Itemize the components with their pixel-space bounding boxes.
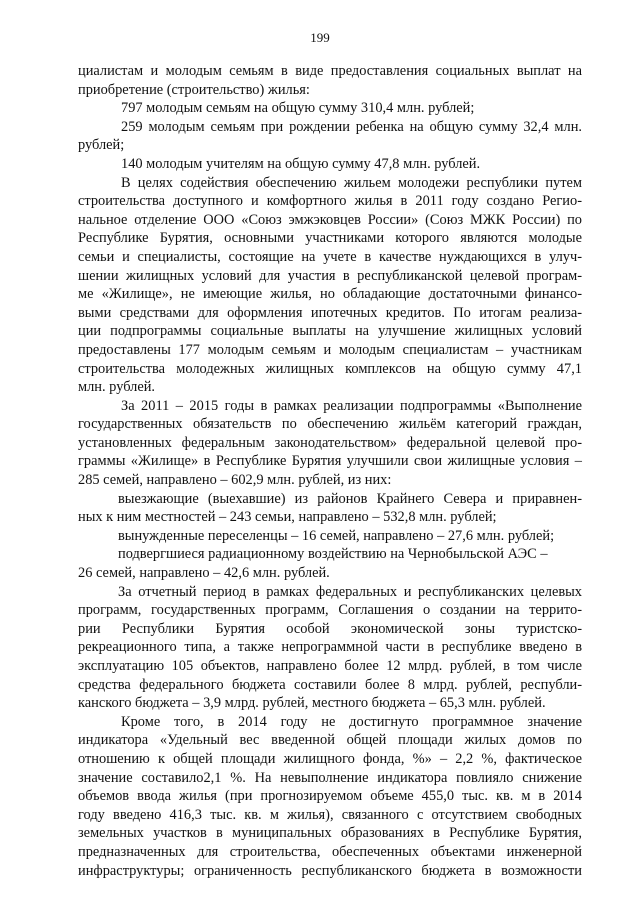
text-line: За отчетный период в рамках федеральных и республиканских целевых [118, 583, 582, 600]
text-line: вынужденные переселенцы – 16 семей, направлено – 27,6 млн. рублей; [118, 527, 555, 544]
text-line: В целях содействия обеспечению жильем молодежи республики путем [121, 174, 582, 191]
text-line: канского бюджета – 3,9 млрд. рублей, местного бюджета – 65,3 млн. рублей. [78, 695, 546, 712]
text-line: объемов ввода жилья (при прогнозируемом объеме 455,0 тыс. кв. м в 2014 [78, 788, 582, 805]
text-line: строительства молодежных жилищных комплексов на общую сумму 47,1 [78, 360, 582, 377]
text-line: Кроме того, в 2014 году не достигнуто программное значение [121, 713, 582, 730]
text-line: За 2011 – 2015 годы в рамках реализации подпрограммы «Выполнение [121, 397, 582, 414]
text-line: средства федерального бюджета составили более 8 млрд. рублей, республи- [78, 676, 582, 693]
text-line: граммы «Жилище» в Республике Бурятия улучшили свои жилищные условия – [78, 453, 582, 470]
text-line: выезжающие (выехавшие) из районов Крайнего Севера и приравнен- [118, 490, 582, 507]
text-line: эксплуатацию 105 объектов, направлено более 12 млрд. рублей, в том числе [78, 658, 582, 674]
text-line: семьи и специалисты, состоящие на учете в качестве нуждающихся в улуч- [78, 248, 582, 265]
text-line: млн. рублей. [78, 379, 156, 396]
body-text [78, 62, 582, 880]
text-line: 285 семей, направлено – 602,9 млн. рублей, из них: [78, 472, 392, 489]
text-line: циалистам и молодым семьям в виде предоставления социальных выплат на [78, 63, 582, 79]
text-line: установленных федеральным законодательством» федеральной целевой про- [78, 434, 582, 451]
text-line: ции подпрограммы социальные выплаты на улучшение жилищных условий [78, 323, 582, 340]
text-line: рии Республики Бурятия особой экономической зоны туристско- [78, 620, 582, 637]
text-line: индикатора «Удельный вес введенной общей площади жилых домов по [78, 732, 582, 749]
text-line: земельных участков в муниципальных образованиях в Республике Бурятия, [78, 825, 582, 842]
text-line: рекреационного типа, а также непрограммной части в республике введено в [78, 639, 582, 656]
text-line: предназначенных для строительства, обеспеченных объектами инженерной [78, 843, 582, 860]
text-line: предоставлены 177 молодым семьям и молодым специалистам – участникам [78, 341, 582, 358]
text-line: ме «Жилище», не имеющие жилья, но обладающие достаточными финансо- [78, 286, 582, 303]
text-line: выми средствами для оформления ипотечных кредитов. По итогам реализа- [78, 304, 582, 321]
page-number: 199 [310, 30, 330, 45]
text-line: инфраструктуры; ограниченность республиканского бюджета в возможности [78, 862, 582, 879]
text-line: государственных обязательств по обеспечению жильём категорий граждан, [78, 416, 582, 433]
text-line: 797 молодым семьям на общую сумму 310,4 млн. рублей; [121, 100, 475, 117]
text-line: рублей; [78, 137, 125, 154]
text-line: программ, государственных программ, Соглашения о создании на террито- [78, 602, 582, 619]
text-line: нальное отделение ООО «Союз эмжэковцев России» (Союз МЖК России) по [78, 211, 582, 228]
text-line: году введено 416,3 тыс. кв. м жилья), связанного с отсутствием свободных [78, 806, 582, 823]
text-line: строительства доступного и комфортного жилья в 2011 году создано Регио- [78, 193, 582, 210]
text-line: подвергшиеся радиационному воздействию на Чернобыльской АЭС – [118, 546, 548, 563]
text-line: 140 молодым учителям на общую сумму 47,8 млн. рублей. [121, 155, 481, 172]
text-line: приобретение (строительство) жилья: [78, 81, 310, 98]
text-line: отношению к общей площади жилищного фонда, %» – 2,2 %, фактическое [78, 750, 582, 767]
text-line: значение составило2,1 %. На невыполнение индикатора повлияло снижение [78, 769, 582, 786]
text-line: ных к ним местностей – 243 семьи, направлено – 532,8 млн. рублей; [78, 509, 497, 526]
text-line: 259 молодым семьям при рождении ребенка на общую сумму 32,4 млн. [121, 118, 582, 135]
text-line: 26 семей, направлено – 42,6 млн. рублей. [78, 565, 330, 582]
text-line: шении жилищных условий для участия в республиканской целевой програм- [78, 267, 582, 284]
text-line: Республике Бурятия, основными участниками которого являются молодые [78, 230, 582, 247]
